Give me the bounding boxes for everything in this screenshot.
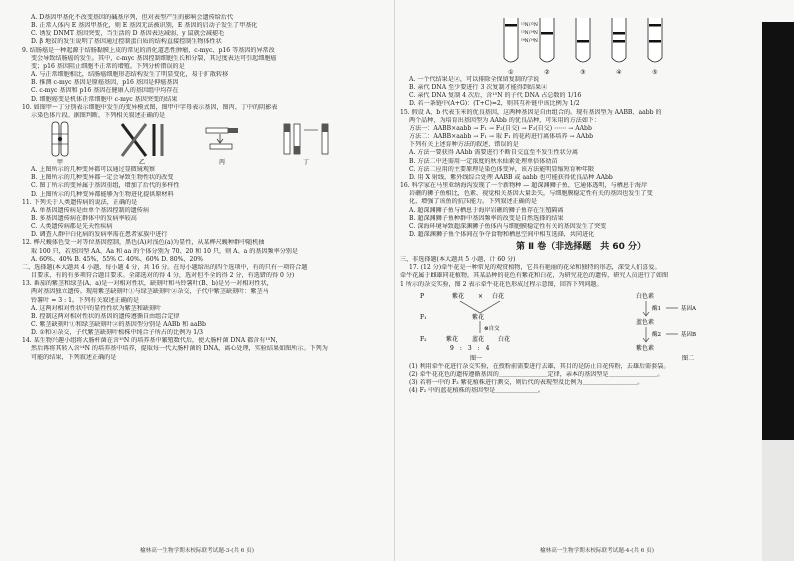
question-14 xyxy=(22,337,392,361)
option-line: D. β 地贫的发生说明了基因通过控制蛋白质的结构直接控制生物体性状 xyxy=(31,38,222,46)
selfing-label: ⊗自交 xyxy=(484,325,500,332)
chromosome-jia xyxy=(52,122,68,156)
option-line: A. 这两对相对性状中的显性性状为紫茎和缺刻叶 xyxy=(31,304,162,312)
f2-white: 白花 xyxy=(498,335,511,343)
option-line: A. D基因甲基化不改变基因的碱基序列，但对表型产生的影响会遗传给后代 xyxy=(31,14,234,21)
sub-question: (1) 利用牵牛花进行杂交实验，在授粉前需要进行去雄，其目的是防止自花传粉，去雄后需套袋。 xyxy=(409,362,670,370)
option-line: B. 上图所示的几种变异都一定会导致生物性状的改变 xyxy=(31,174,174,182)
question-text: 化，增强了该鱼的抗压能力。下列叙述正确的是 xyxy=(409,198,537,206)
tube-3 xyxy=(576,18,590,62)
part-2-title: 第 Ⅱ 卷（非选择题 共 60 分） xyxy=(516,242,646,253)
chromosome-bing xyxy=(206,128,238,149)
option-line: C. 紫茎缺刻叶①和绿茎缺刻叶②的基因型分别是 AABb 和 aaBb xyxy=(31,321,206,328)
option-line: C. 深海环境导致超深渊狮子鱼体内与细胞膜稳定性有关的基因发生了突变 xyxy=(409,222,607,230)
section-text: 目要求，有的有多项符合题目要求。全部选对的得 4 分，选对但不全的得 2 分，有选错的得 0 分) xyxy=(31,272,295,280)
figure-label-bing: 丙 xyxy=(218,159,226,167)
tube-number: ① xyxy=(508,69,514,76)
white-pigment: 白色素 xyxy=(636,292,655,300)
cross-diagram xyxy=(420,292,510,362)
question-text: 示染色体片段。据图判断，下列相关叙述正确的是 xyxy=(31,111,166,119)
section-text: 二、选择题(本大题共 4 小题，每小题 4 分，共 16 分。在每小题给出的四个选项中，有的只有一项符合题 xyxy=(22,263,308,271)
enzyme-2: 酶2 xyxy=(652,331,661,338)
question-12 xyxy=(22,239,392,263)
option-line: A. 60%、40% B. 45%、55% C. 40%、60% D. 80%、20% xyxy=(31,255,204,263)
chromosome-yi xyxy=(122,124,162,156)
figure-label-ding: 丁 xyxy=(302,159,310,167)
option-line: D. 若一条链中(A+G)：(T+C)=2，则其互补链中该比例为 1/2 xyxy=(409,100,580,108)
question-17 xyxy=(400,264,762,395)
option-line: A. 上图所示的几种变异都可以通过显微镜观察 xyxy=(31,166,156,174)
question-text: 变会导致结肠癌的发生。其中，c-myc 基因控制细胞生长和分裂，其过度表达可引起细胞癌 xyxy=(31,54,277,62)
question-15 xyxy=(400,109,762,182)
f2-ratio: 9 : 3 : 4 xyxy=(450,344,490,352)
page-3-footer: 榆林高一生物学期末校际联考试题-3-(共 6 页) xyxy=(140,548,254,554)
figure-1-caption: 图一 xyxy=(470,354,483,362)
generation-p: P xyxy=(420,292,425,300)
method-line: 方法二：AABB×aabb → F₁ → 取 F₁ 的花药进行离体培养 → AAbb xyxy=(409,133,594,141)
question-10 xyxy=(22,104,392,199)
purple-pigment: 紫色素 xyxy=(636,344,655,352)
gene-a: 基因A xyxy=(681,305,696,312)
method-line: 方法一：AABB×aabb → F₁ → F₂(自交) → F₃(自交) ⋯⋯ → AAbb xyxy=(409,124,592,132)
question-11 xyxy=(22,199,392,240)
option-line: D. 调查人群中白化病的发病率需在患者家族中进行 xyxy=(31,231,168,239)
parent-white: 白花 xyxy=(492,292,505,300)
question-text: 10. 如图甲～丁分别表示细胞中发生的变异模式图，图甲中字母表示基因，图丙、丁中的阴影表 xyxy=(22,103,278,111)
f2-purple: 紫花 xyxy=(446,335,459,343)
binding-edge-lower xyxy=(762,440,794,561)
page-3-column xyxy=(22,14,392,362)
gene-b: 基因B xyxy=(681,331,697,338)
question-text: 变；p16 基因阻止细胞不正常的增殖。下列分析错误的是 xyxy=(31,62,185,70)
tube-number: ② xyxy=(544,69,550,76)
question-text: 12. 桦尺蠖体色受一对等位基因控制，黑色(A)对浅色(a)为显性，从某桦尺蠖种群中随机抽 xyxy=(22,239,265,247)
option-line: A. 一个代结果是②，可以排除全保留复制的学说 xyxy=(409,76,540,83)
flower-color-figures xyxy=(400,289,750,363)
tube-1 xyxy=(504,18,518,62)
question-text: 取 100 只，若基因型 AA、Aa 和 aa 的个体分别为 70、20 和 10 只，则 A、a 的基因频率分别是 xyxy=(31,247,298,255)
generation-f2: F₂ xyxy=(420,335,427,343)
tube-2 xyxy=(540,18,554,62)
question-14-options xyxy=(400,76,762,109)
option-line: D. 超深渊狮子鱼个体间在争夺食物和栖息空间中相互选择，共同进化 xyxy=(409,230,595,238)
option-line: D. 用 X 射线、紫外线综合处理 AABB 或 aabb 也可能获得优良品种 AAbb xyxy=(409,173,613,181)
sub-question: (4) F₂ 中的蓝花植株的基因型是＿＿＿＿＿＿＿。 xyxy=(409,387,544,395)
figure-2-caption: 图二 xyxy=(682,354,695,362)
option-line: C. 诱发 DNMT 基因突变，当生活的 D 基因表达减弱，y 鼠就会减褪毛 xyxy=(31,30,225,38)
question-text: 14. 某生物兴趣小组将大肠杆菌在含¹⁵N 的培养基中繁殖数代后，使大肠杆菌 DNA 都含有¹⁵N， xyxy=(22,337,282,345)
binding-edge xyxy=(762,22,794,442)
option-line: C. 亲代 DNA 复制 4 次后，含¹⁵N 的子代 DNA 占总数的 1/16 xyxy=(409,92,582,100)
option-line: C. 图丁所示的变异属于基因重组，增加了后代的多样性 xyxy=(31,182,180,190)
band-label-light: ¹⁴N/¹⁴N xyxy=(521,39,538,44)
option-line: C. 人类遗传病都是先天性疾病 xyxy=(31,223,113,231)
option-line: B. 亲代 DNA 至少要进行 3 次复制才能得到结果④ xyxy=(409,84,548,92)
figure-label-jia: 甲 xyxy=(56,159,64,167)
option-line: A. 方法一要获得 AAbb 需要进行不断自交直至不发生性状分离 xyxy=(409,149,578,157)
section-2-heading xyxy=(22,264,392,280)
question-text: 9. 结肠癌是一种起源于结肠黏膜上皮的常见的消化道恶性肿瘤，c-myc、p16 等基因的异常改 xyxy=(22,46,275,54)
option-line: D. 上图所示的几种变异都能够为生物进化提供原材料 xyxy=(31,190,174,198)
chromosome-variation-figure xyxy=(22,120,362,166)
dna-centrifuge-tubes-figure xyxy=(400,14,740,76)
question-text: 13. 番茄的紫茎和绿茎(A、a)是一对相对性状，缺刻叶和马铃薯叶(B、b)是另一对相对性状， xyxy=(22,280,273,288)
question-text: 11. 下列关于人类遗传病的说法，正确的是 xyxy=(22,198,138,206)
question-text: 15. 假设 A、b 代表玉米的优良基因，这两种基因是自由组合的。现有基因型为 AABB、aabb 的 xyxy=(400,108,662,116)
question-text: 岩礁的狮子鱼相比，色素、视觉相关基因大量丢失，与细胞膜稳定性有关的基因也发生了变 xyxy=(409,190,653,198)
generation-f1: F₁ xyxy=(420,313,427,321)
page-fold xyxy=(394,0,395,561)
band-label-heavy: ¹⁵N/¹⁵N xyxy=(521,23,538,28)
question-9 xyxy=(22,47,392,104)
figure-label-yi: 乙 xyxy=(138,159,146,167)
option-line: B. 控制这两对相对性状的基因的遗传遵循自由组合定律 xyxy=(31,312,180,320)
option-line: B. 推测 c-myc 基因是原癌基因，p16 基因是抑癌基因 xyxy=(31,79,179,87)
question-text: 可能的结果，下列叙述正确的是 xyxy=(31,353,117,361)
option-line: B. 多基因遗传病在群体中的发病率较高 xyxy=(31,214,137,222)
option-line: A. 超深渊狮子鱼与栖息于海岸岩礁的狮子鱼存在生殖隔离 xyxy=(409,206,564,214)
question-text: 铃薯叶 = 3 : 1。下列有关叙述正确的是 xyxy=(31,296,139,304)
option-line: A. 单基因遗传病是由单个基因控制的遗传病 xyxy=(31,206,149,214)
cross-sign: × xyxy=(478,292,484,300)
page-4-footer: 榆林高一生物学期末校际联考试题-4-(共 6 页) xyxy=(540,548,654,554)
option-line: C. 方法二应用的主要原理是染色体变异，该方法能明显缩短育种年限 xyxy=(409,165,595,173)
question-13 xyxy=(22,280,392,337)
q8-options xyxy=(22,14,392,47)
pigment-pathway xyxy=(636,292,697,362)
enzyme-1: 酶1 xyxy=(652,305,661,312)
question-text: 然后再将其转入含¹⁴N 的培养基中培养，提取每一代大肠杆菌的 DNA，离心处理，实验结果如图所示。下列为 xyxy=(31,345,328,353)
f1-phenotype: 紫花 xyxy=(472,313,485,321)
tube-number: ⑤ xyxy=(652,69,658,76)
option-line: D. ①和②杂交，子代紫茎缺刻叶植株中纯合子所占的比例为 1/3 xyxy=(31,329,203,337)
parent-purple: 紫花 xyxy=(452,292,465,300)
band-label-hybrid: ¹⁵N/¹⁴N xyxy=(521,31,538,36)
option-line: D. 细胞癌变是机体正常细胞中 c-myc 基因突变的结果 xyxy=(31,95,178,103)
option-line: C. c-myc 基因和 p16 基因在健康人的基因组中均存在 xyxy=(31,87,179,95)
section-3-heading: 三、非选择题(本大题共 5 小题，计 60 分) xyxy=(400,256,516,264)
tube-4 xyxy=(612,18,626,62)
question-text: 16. 科学家在马里亚纳海沟发现了一个新物种 — 超深渊狮子鱼，它通体透明，与栖息于海岸 xyxy=(400,182,648,190)
tube-number: ③ xyxy=(580,69,586,76)
question-text: 两个品种，为培育出基因型为 AAbb 的优良品种，可采用的方法如下： xyxy=(409,116,601,124)
sub-question: (3) 若将一中的 F₂ 紫花植株进行测交，则后代的表现型及比例为＿＿＿＿＿＿＿＿＿。 xyxy=(409,379,644,387)
chromosome-ding xyxy=(284,124,328,154)
sub-question: (2) 牵牛花花色的遗传遵循基因的＿＿＿＿＿＿＿＿定律，亲本的基因型是＿＿＿＿＿＿＿＿。 xyxy=(409,370,664,378)
page-4-column xyxy=(400,14,762,395)
question-text: 两对基因独立遗传。现用紫茎缺刻叶①与绿茎缺刻叶②杂交，子代中紫茎缺刻叶：紫茎马 xyxy=(31,288,269,296)
option-line: B. 方法二中还需用一定浓度的秋水仙素处理单倍体幼苗 xyxy=(409,157,558,165)
question-16 xyxy=(400,182,762,239)
blue-pigment: 蓝色素 xyxy=(636,318,655,326)
question-text: 1 所示的杂交实验，图 2 表示牵牛花花色形成过程示意图，回答下列问题。 xyxy=(400,280,603,288)
tube-number: ④ xyxy=(616,69,622,76)
option-line: B. 正常人体内 E 基因甲基化，则 E 基因无法被识别，E 基因的启动子发生了甲基化 xyxy=(31,22,258,30)
f2-blue: 蓝花 xyxy=(472,335,485,343)
question-text: 17. (12 分)牵牛花是一种常见的观赏植物，它具有艳丽的花朵和独特的形态，深受人们喜爱。 xyxy=(409,264,661,272)
option-line: B. 超深渊狮子鱼种群中基因频率的改变是自然选择的结果 xyxy=(409,214,564,222)
tube-5 xyxy=(648,18,662,62)
option-line: A. 与正常细胞相比，结肠癌细胞形态结构发生了明显变化，易于扩散转移 xyxy=(31,71,229,79)
question-text: 牵牛花属于雌雄同花植物，其某品种的花色有紫花和白花，为研究花色的遗传，研究人员进行了如图 xyxy=(400,272,669,280)
question-text: 下列有关上述育种方法的叙述，错误的是 xyxy=(409,141,519,149)
